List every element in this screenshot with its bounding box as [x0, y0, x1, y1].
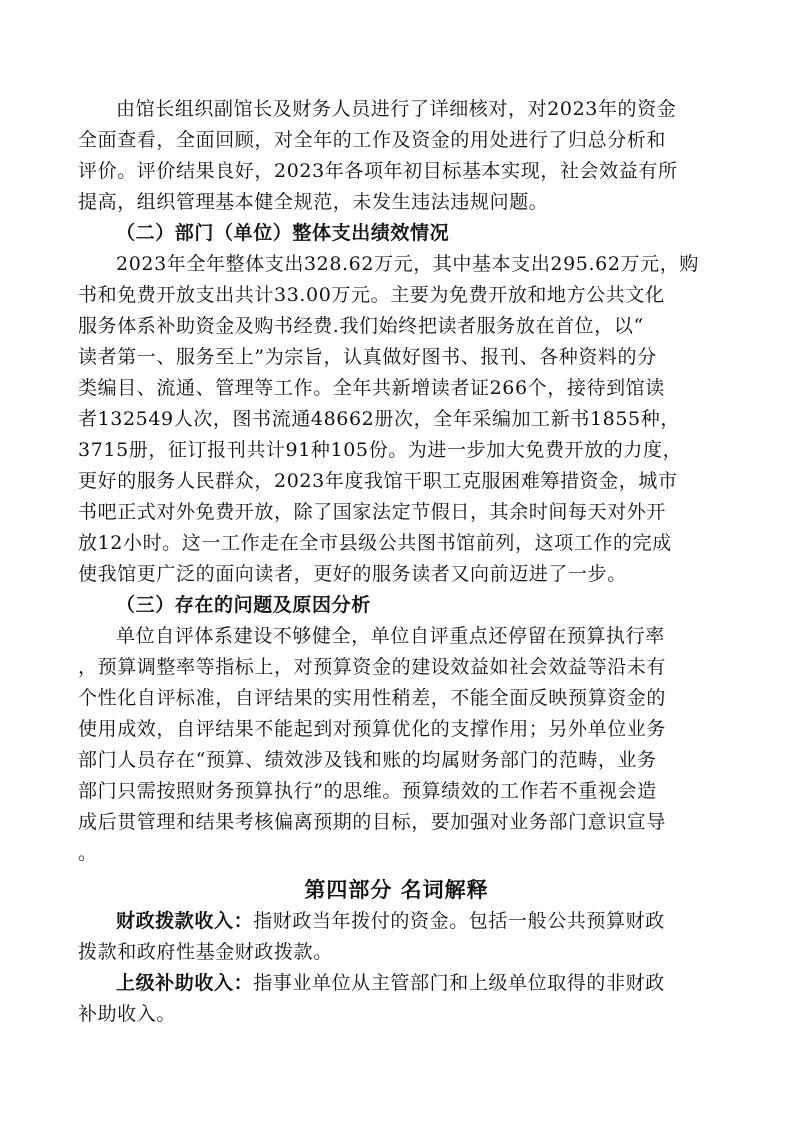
- term-definition: [116, 906, 756, 937]
- paragraph-line: 更好的服务人民群众，2023年度我馆干职工克服困难筹措资金，城市: [78, 470, 678, 492]
- paragraph-line: 。: [78, 842, 98, 864]
- section-heading: （二）部门（单位）整体支出绩效情况: [116, 222, 450, 244]
- paragraph-line: 部门人员存在“预算、绩效涉及钱和账的均属财务部门的范畴，业务: [78, 749, 657, 771]
- paragraph-line: 部门只需按照财务预算执行”的思维。预算绩效的工作若不重视会造: [78, 780, 657, 802]
- paragraph-line: 书吧正式对外免费开放，除了国家法定节假日，其余时间每天对外开: [78, 501, 667, 523]
- section-heading: （三）存在的问题及原因分析: [116, 594, 371, 616]
- paragraph-line: 服务体系补助资金及购书经费.我们始终把读者服务放在首位，以“: [78, 315, 644, 337]
- paragraph-line: 全面查看，全面回顾，对全年的工作及资金的用处进行了归总分析和: [78, 129, 667, 151]
- part-title: 第四部分 名词解释: [304, 877, 489, 902]
- term-label: 财政拨款收入：: [116, 910, 254, 932]
- paragraph-line: 由馆长组织副馆长及财务人员进行了详细核对，对2023年的资金: [116, 98, 677, 120]
- paragraph-line: 放12小时。这一工作走在全市县级公共图书馆前列，这项工作的完成: [78, 532, 672, 554]
- paragraph-line: 3715册，征订报刊共计91种105份。为进一步加大免费开放的力度，: [78, 439, 683, 461]
- term-text: 指财政当年拨付的资金。包括一般公共预算财政: [253, 910, 665, 932]
- paragraph-line: 书和免费开放支出共计33.00万元。主要为免费开放和地方公共文化: [78, 284, 665, 306]
- term-definition: [116, 968, 756, 999]
- paragraph-line: 单位自评体系建设不够健全，单位自评重点还停留在预算执行率: [116, 625, 665, 647]
- term-label: 上级补助收入：: [116, 972, 254, 994]
- paragraph-line: 个性化自评标准，自评结果的实用性稍差，不能全面反映预算资金的: [78, 687, 667, 709]
- paragraph-line: 评价。评价结果良好，2023年各项年初目标基本实现，社会效益有所: [78, 160, 678, 182]
- paragraph-line: 成后贯管理和结果考核偏离预期的目标，要加强对业务部门意识宣导: [78, 811, 667, 833]
- paragraph-line: 拨款和政府性基金财政拨款。: [78, 941, 333, 963]
- paragraph-line: 读者第一、服务至上”为宗旨，认真做好图书、报刊、各种资料的分: [78, 346, 657, 368]
- paragraph-line: 类编目、流通、管理等工作。全年共新增读者证266个，接待到馆读: [78, 377, 665, 399]
- paragraph-line: 补助收入。: [78, 1003, 177, 1025]
- paragraph-line: 2023年全年整体支出328.62万元，其中基本支出295.62万元，购: [116, 253, 699, 275]
- paragraph-line: ，预算调整率等指标上，对预算资金的建设效益如社会效益等沿未有: [78, 656, 667, 678]
- paragraph-line: 使用成效，自评结果不能起到对预算优化的支撑作用；另外单位业务: [78, 718, 667, 740]
- term-text: 指事业单位从主管部门和上级单位取得的非财政: [253, 972, 665, 994]
- paragraph-line: 使我馆更广泛的面向读者，更好的服务读者又向前迈进了一步。: [78, 563, 627, 585]
- paragraph-line: 提高，组织管理基本健全规范，未发生违法违规问题。: [78, 191, 549, 213]
- paragraph-line: 者132549人次，图书流通48662册次，全年采编加工新书1855种，: [78, 408, 680, 430]
